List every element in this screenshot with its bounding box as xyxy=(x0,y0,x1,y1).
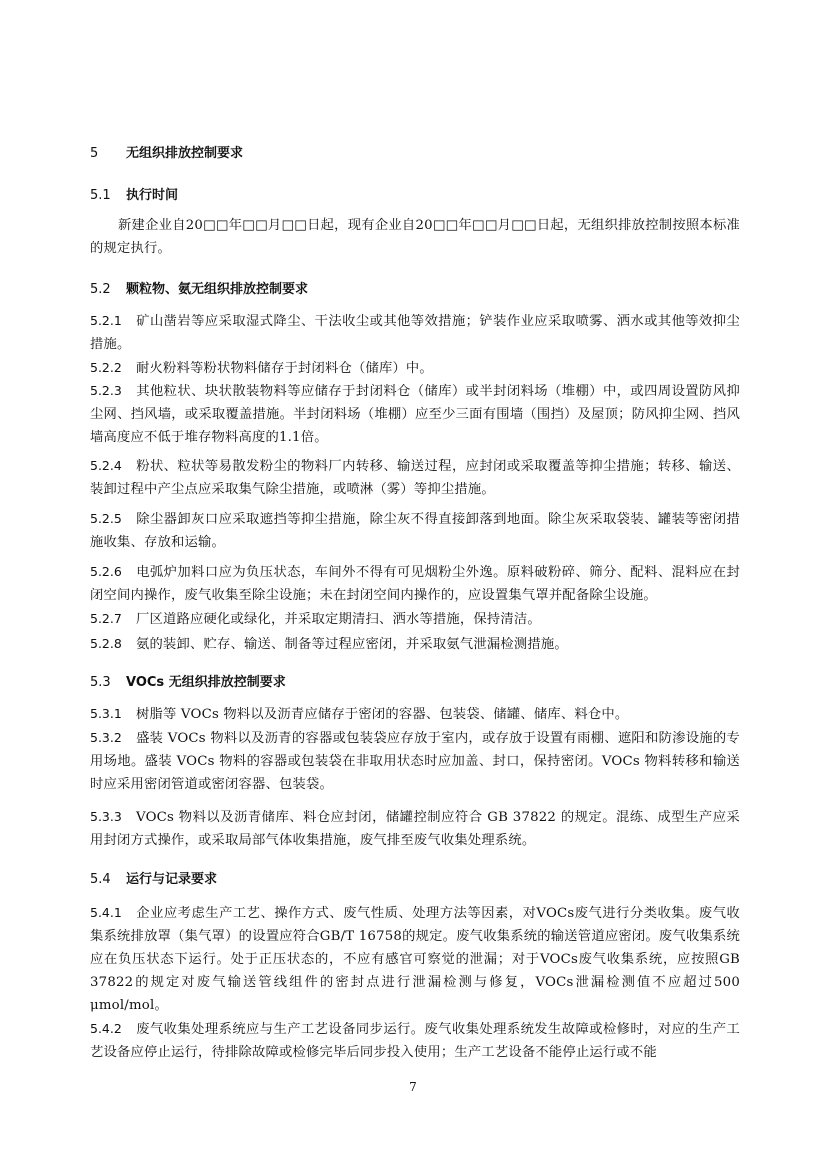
clause-number: 5.4.1 xyxy=(90,905,122,920)
clause-text: 企业应考虑生产工艺、操作方式、废气性质、处理方法等因素，对VOCs废气进行分类收集。废气收集系统排放罩（集气罩）的设置应符合GB/T 16758的规定。废气收集系统的输送管道应密闭。废气收集系统应在负压状态下运行。处于正压状态的，不应有感官可察觉的泄漏；对于VOCs废气收集系统，应按照GB 37822的规定对废气输送管线组件的密封点进行泄漏检测与修复，VOCs泄漏检测值不应超过500 μmol/mol。 xyxy=(90,906,740,1013)
clause-text: 废气收集处理系统应与生产工艺设备同步运行。废气收集处理系统发生故障或检修时，对应的生产工艺设备应停止运行，待排除故障或检修完毕后同步投入使用；生产工艺设备不能停止运行或不能 xyxy=(90,1022,740,1060)
section-number: 5.1 xyxy=(90,188,111,203)
section-heading-5-1 xyxy=(90,184,178,203)
clause-5-4-2 xyxy=(90,1017,740,1064)
clause-5-3-2 xyxy=(90,726,740,796)
section-title: VOCs 无组织排放控制要求 xyxy=(126,675,286,690)
clause-text: 矿山凿岩等应采取湿式降尘、干法收尘或其他等效措施；铲装作业应采取喷雾、洒水或其他等效抑尘措施。 xyxy=(90,314,740,352)
clause-number: 5.2.4 xyxy=(90,458,122,473)
clause-text: 耐火粉料等粉状物料储存于封闭料仓（储库）中。 xyxy=(136,361,433,376)
clause-number: 5.2.2 xyxy=(90,360,122,375)
clause-text: 厂区道路应硬化或绿化，并采取定期清扫、洒水等措施，保持清洁。 xyxy=(136,612,541,627)
clause-number: 5.4.2 xyxy=(90,1021,122,1036)
clause-text: VOCs 物料以及沥青储库、料仓应封闭，储罐控制应符合 GB 37822 的规定。混练、成型生产应采用封闭方式操作，或采取局部气体收集措施，废气排至废气收集处理系统。 xyxy=(90,810,740,848)
section-heading-5-3 xyxy=(90,671,286,690)
clause-text: 氨的装卸、贮存、输送、制备等过程应密闭，并采取氨气泄漏检测措施。 xyxy=(136,637,568,652)
clause-5-2-3 xyxy=(90,379,740,449)
section-number: 5.4 xyxy=(90,872,111,887)
clause-5-2-1 xyxy=(90,309,740,356)
section-title: 运行与记录要求 xyxy=(126,872,218,887)
clause-5-2-5 xyxy=(90,507,740,554)
clause-5-2-7 xyxy=(90,607,740,631)
clause-5-3-3 xyxy=(90,805,740,852)
page-number: 7 xyxy=(409,1080,417,1094)
section-number: 5.3 xyxy=(90,675,111,690)
clause-5-2-4 xyxy=(90,454,740,501)
clause-number: 5.2.7 xyxy=(90,611,122,626)
clause-number: 5.2.6 xyxy=(90,564,122,579)
clause-text: 除尘器卸灰口应采取遮挡等抑尘措施，除尘灰不得直接卸落到地面。除尘灰采取袋装、罐装等密闭措施收集、存放和运输。 xyxy=(90,512,740,550)
section-title: 执行时间 xyxy=(126,188,179,203)
section-heading-5 xyxy=(90,142,243,161)
clause-number: 5.2.1 xyxy=(90,313,122,328)
clause-5-4-1 xyxy=(90,901,740,1017)
clause-5-2-8 xyxy=(90,632,740,656)
clause-text: 电弧炉加料口应为负压状态，车间外不得有可见烟粉尘外逸。原料破粉碎、筛分、配料、混料应在封闭空间内操作，废气收集至除尘设施；未在封闭空间内操作的，应设置集气罩并配备除尘设施。 xyxy=(90,565,740,603)
section-number: 5 xyxy=(90,146,99,161)
clause-number: 5.3.3 xyxy=(90,809,122,824)
section-title: 无组织排放控制要求 xyxy=(126,146,244,161)
clause-number: 5.2.5 xyxy=(90,511,122,526)
clause-text: 盛装 VOCs 物料以及沥青的容器或包装袋应存放于室内，或存放于设置有雨棚、遮阳和防渗设施的专用场地。盛装 VOCs 物料的容器或包装袋在非取用状态时应加盖、封口，保持密闭。VOCs 物料转移和输送时应采用密闭管道或密闭容器、包装袋。 xyxy=(90,731,740,792)
clause-text: 树脂等 VOCs 物料以及沥青应储存于密闭的容器、包装袋、储罐、储库、料仓中。 xyxy=(136,707,629,722)
clause-5-2-6 xyxy=(90,560,740,607)
section-heading-5-2 xyxy=(90,278,308,297)
paragraph-5-1: 新建企业自20□□年□□月□□日起，现有企业自20□□年□□月□□日起，无组织排放控制按照本标准的规定执行。 xyxy=(90,218,740,256)
clause-5-3-1 xyxy=(90,702,740,726)
clause-text: 其他粒状、块状散装物料等应储存于封闭料仓（储库）或半封闭料场（堆棚）中，或四周设置防风抑尘网、挡风墙，或采取覆盖措施。半封闭料场（堆棚）应至少三面有围墙（围挡）及屋顶；防风抑尘网、挡风墙高度应不低于堆存物料高度的1.1倍。 xyxy=(90,384,740,445)
clause-5-2-2 xyxy=(90,356,740,380)
clause-number: 5.3.2 xyxy=(90,730,122,745)
clause-number: 5.2.8 xyxy=(90,636,122,651)
clause-number: 5.3.1 xyxy=(90,706,122,721)
section-title: 颗粒物、氨无组织排放控制要求 xyxy=(126,282,309,297)
clause-number: 5.2.3 xyxy=(90,383,122,398)
section-number: 5.2 xyxy=(90,282,111,297)
section-heading-5-4 xyxy=(90,868,217,887)
clause-text: 粉状、粒状等易散发粉尘的物料厂内转移、输送过程，应封闭或采取覆盖等抑尘措施；转移、输送、装卸过程中产尘点应采取集气除尘措施，或喷淋（雾）等抑尘措施。 xyxy=(90,459,740,497)
